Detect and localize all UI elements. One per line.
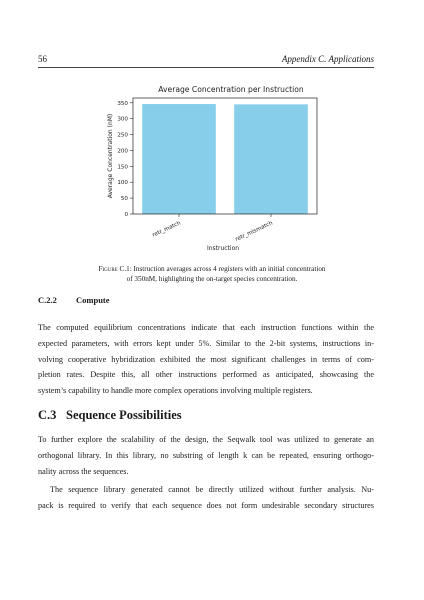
y-tick-label: 100	[117, 180, 128, 187]
subsection-title: Compute	[76, 295, 110, 305]
y-tick-label: 300	[117, 116, 128, 123]
bar-chart	[95, 78, 335, 258]
caption-text-line1: Instruction averages across 4 registers with an initial concentration	[131, 265, 326, 273]
y-tick-label: 200	[117, 148, 128, 155]
caption-text-line2: of 350nM, highlighting the on-target species concentration.	[126, 275, 298, 283]
plot-area	[117, 98, 317, 243]
paragraph-line: system’s capability to handle more complex operations involving multiple registers.	[38, 386, 313, 396]
paragraph-line: To further explore the scalability of the design, the Seqwalk tool was utilized to generate an	[38, 435, 374, 444]
chart-bar	[234, 104, 308, 214]
paragraph-compute	[38, 320, 374, 399]
x-tick-label: retr_mismatch	[234, 220, 274, 243]
paragraph-line: nality across the sequences.	[38, 466, 129, 476]
paragraph-line: The computed equilibrium concentrations indicate that each instruction functions within the	[38, 323, 374, 332]
section-title: Sequence Possibilities	[66, 408, 182, 422]
paragraph-line: pack is required to verify that each sequence does not form undesirable secondary structures	[38, 500, 374, 510]
paragraph-line: orthogonal library. In this library, no substring of length k can be repeated, ensuring orthogo-	[38, 450, 374, 460]
subsection-number: C.2.2	[38, 295, 57, 305]
chart-title: Average Concentration per Instruction	[158, 85, 304, 94]
subsection-heading	[38, 295, 110, 305]
y-tick-label: 0	[124, 212, 128, 218]
y-tick-label: 350	[117, 100, 128, 107]
section-heading	[38, 408, 182, 423]
x-tick-label: retr_match	[151, 220, 182, 239]
y-tick-label: 50	[120, 196, 128, 203]
caption-label: Figure C.1:	[98, 265, 132, 273]
page-number: 56	[38, 54, 47, 64]
paragraph-line: expected parameters, with errors kept under 5%. Similar to the 2-bit systems, instructions in-	[38, 338, 374, 348]
figure-caption	[84, 264, 340, 284]
header-rule	[38, 67, 374, 68]
y-tick-label: 250	[117, 132, 128, 139]
y-tick-label: 150	[117, 164, 128, 171]
section-number: C.3	[38, 408, 57, 422]
paragraph-line: volving cooperative hybridization exhibited the most significant challenges in terms of com-	[38, 354, 374, 364]
chart-x-axis-label: Instruction	[206, 245, 240, 252]
paragraph-sequence-library	[38, 482, 374, 514]
chart-y-axis-label: Average Concentration (nM)	[107, 113, 114, 199]
running-title: Appendix C. Applications	[281, 54, 374, 64]
paragraph-line: pletion rates. Despite this, all other instructions performed as anticipated, showcasing the	[38, 370, 374, 380]
paragraph-line: The sequence library generated cannot be directly utilized without further analysis. Nu-	[50, 485, 374, 494]
paragraph-scalability	[38, 432, 374, 479]
chart-bar	[142, 104, 216, 214]
